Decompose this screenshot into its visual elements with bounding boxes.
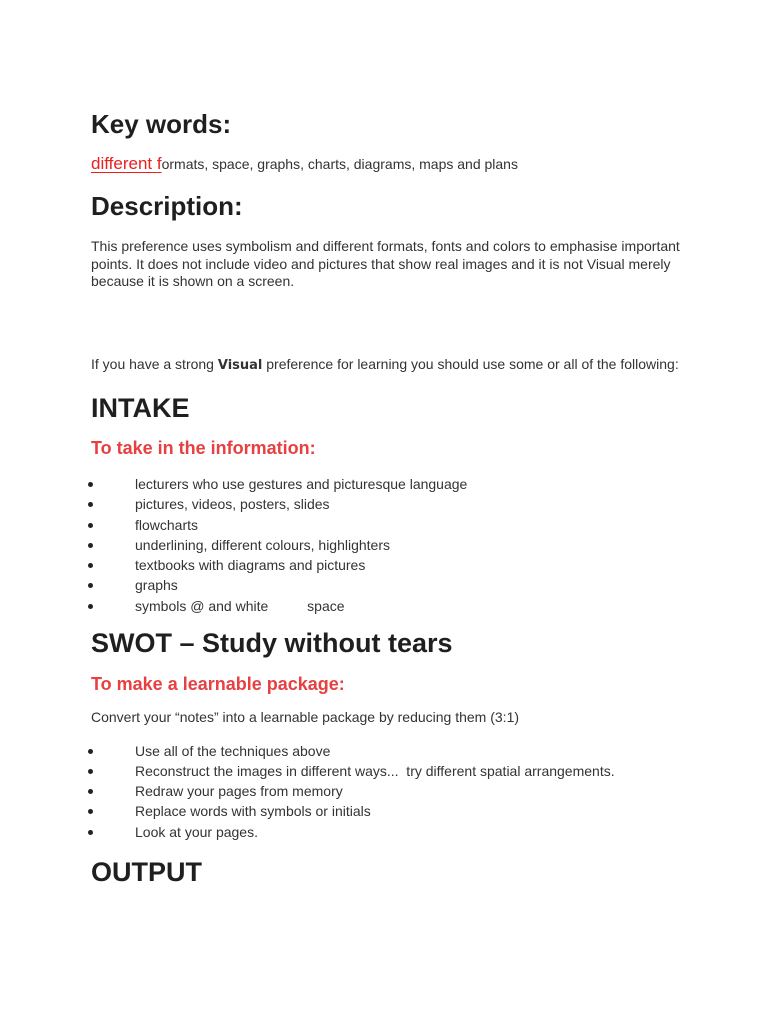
bullet-icon [88, 789, 93, 794]
list-item [91, 801, 681, 821]
keywords-highlight: different f [91, 154, 162, 173]
list-item [91, 515, 681, 535]
list-item-text: textbooks with diagrams and pictures [135, 557, 366, 574]
swot-heading: SWOT – Study without tears [91, 628, 453, 659]
intake-heading: INTAKE [91, 393, 190, 423]
description-heading: Description: [91, 191, 243, 221]
list-item [91, 575, 681, 595]
output-heading: OUTPUT [91, 857, 202, 888]
list-item-text: lecturers who use gestures and picturesque language [135, 476, 468, 492]
list-item-text: Look at your pages. [135, 823, 258, 840]
list-item [91, 494, 681, 514]
list-item-text: Use all of the techniques above [135, 742, 331, 759]
bullet-icon [88, 502, 93, 507]
list-item [91, 555, 681, 575]
visual-preference-paragraph [91, 356, 681, 375]
visual-text-after: preference for learning you should use some or all of the following: [262, 355, 679, 372]
document-body [91, 108, 681, 888]
bullet-icon [88, 830, 93, 835]
list-item-text: Redraw your pages from memory [135, 783, 343, 800]
swot-list [91, 741, 681, 842]
swot-subheading: To make a learnable package: [91, 674, 345, 695]
list-item-text: flowcharts [135, 516, 199, 533]
list-item [91, 822, 681, 842]
bullet-icon [88, 604, 93, 609]
list-item [91, 761, 681, 781]
list-item-text: graphs [135, 577, 178, 594]
keywords-rest: ormats, space, graphs, charts, diagrams, maps and plans [161, 156, 518, 172]
bullet-icon [88, 749, 93, 754]
list-item [91, 741, 681, 761]
bullet-icon [88, 583, 93, 588]
list-item [91, 535, 681, 555]
visual-text-bold: Visual [217, 357, 263, 373]
list-item [91, 596, 681, 616]
visual-text-before: If you have a strong [91, 355, 218, 372]
bullet-icon [88, 543, 93, 548]
list-item-text: pictures, videos, posters, slides [135, 496, 330, 513]
intake-list [91, 474, 681, 616]
bullet-icon [88, 482, 93, 487]
list-item [91, 781, 681, 801]
description-paragraph: This preference uses symbolism and different formats, fonts and colors to emphasise important points. It does not include video and pictures that show real images and it is not Visual merely because it is shown on a screen. [91, 238, 680, 289]
list-item-text: symbols @ and white space [135, 597, 345, 614]
list-item [91, 474, 681, 494]
bullet-icon [88, 563, 93, 568]
list-item-text: underlining, different colours, highlighters [135, 536, 391, 553]
list-item-text: Reconstruct the images in different ways... try different spatial arrangements. [135, 762, 615, 779]
keywords-line [91, 154, 681, 174]
list-item-text: Replace words with symbols or initials [135, 803, 371, 820]
swot-paragraph: Convert your “notes” into a learnable package by reducing them (3:1) [91, 709, 520, 726]
intake-subheading: To take in the information: [91, 438, 316, 458]
bullet-icon [88, 809, 93, 814]
bullet-icon [88, 769, 93, 774]
bullet-icon [88, 523, 93, 528]
keywords-heading: Key words: [91, 109, 232, 139]
